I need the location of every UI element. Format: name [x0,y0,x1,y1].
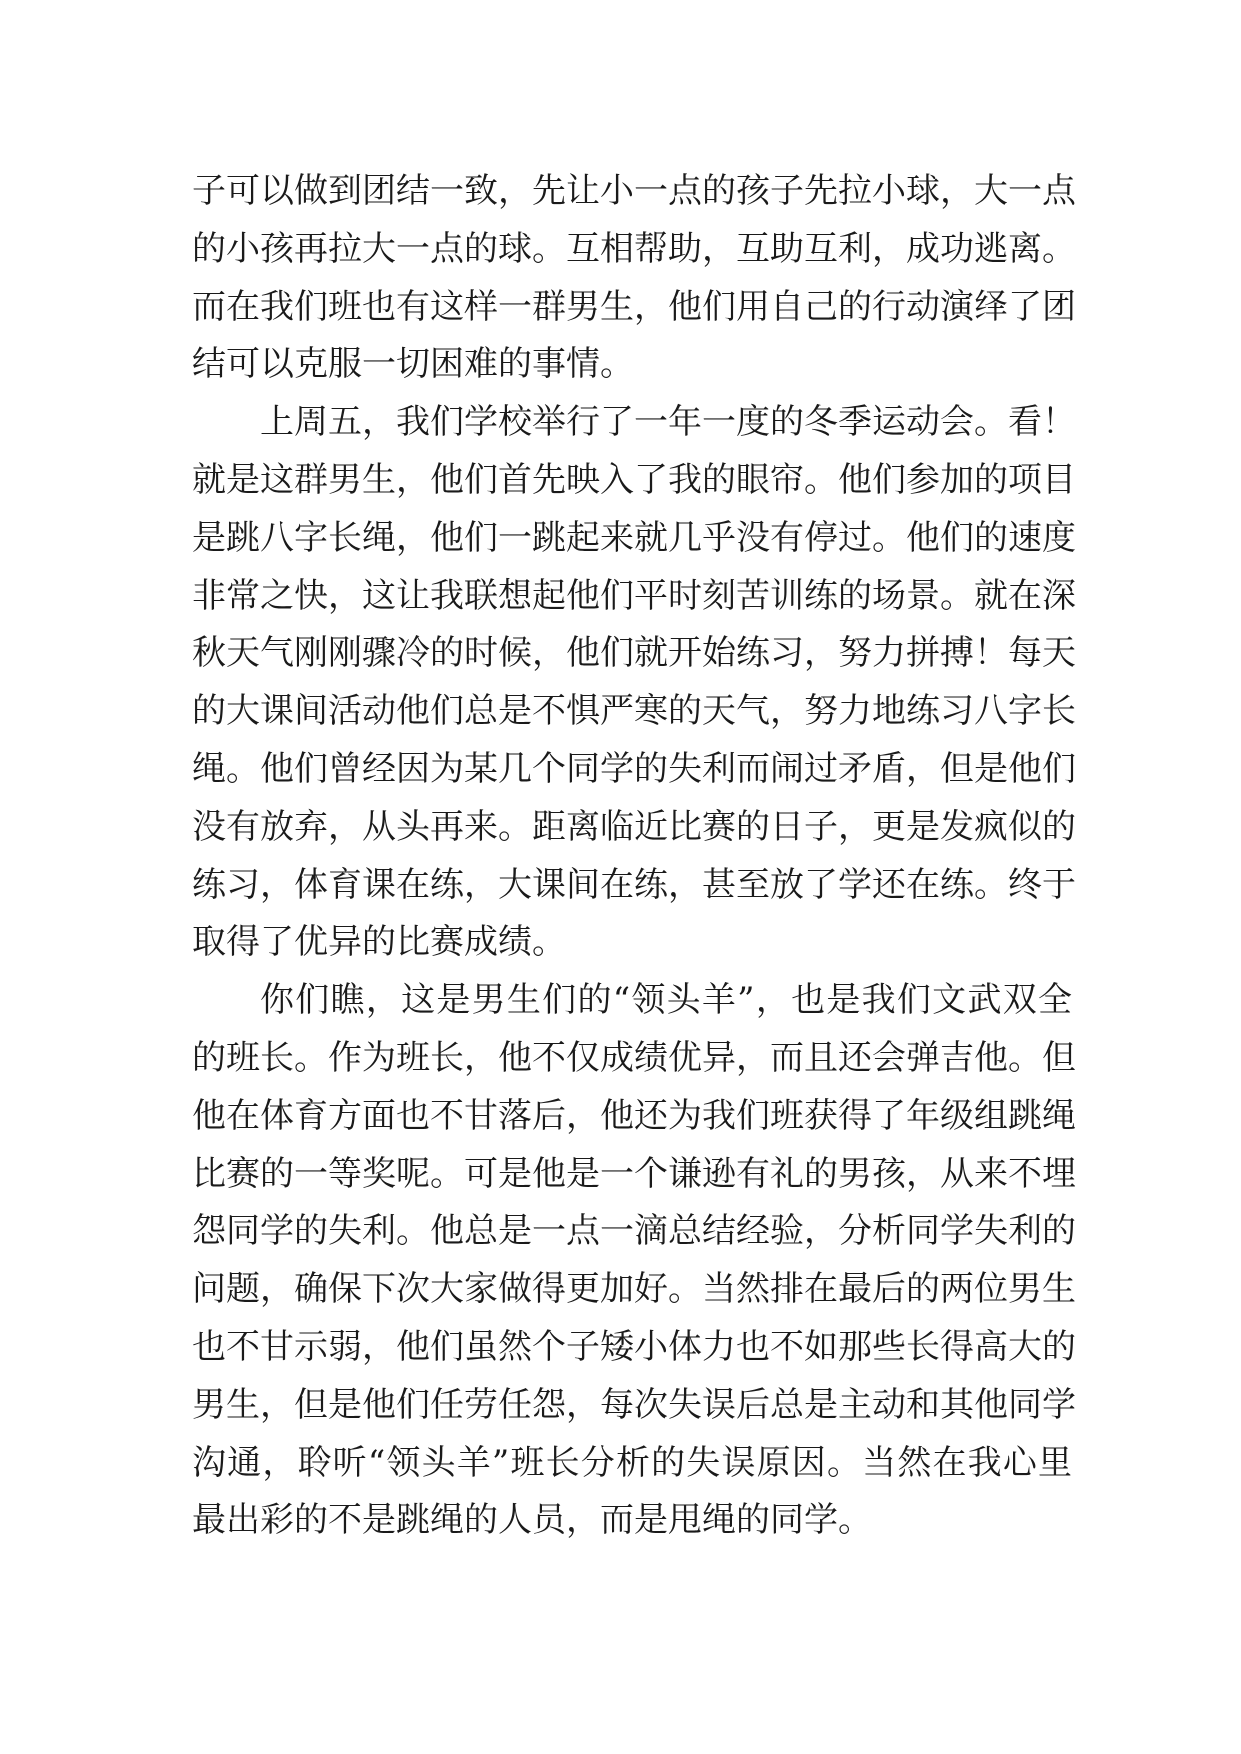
text-line: 秋天气刚刚骤冷的时候，他们就开始练习，努力拼搏！每天 [192,633,1076,674]
text-line: 是跳八字长绳，他们一跳起来就几乎没有停过。他们的速度 [192,517,1076,558]
text-line: 沟通，聆听“领头羊”班长分析的失误原因。当然在我心里 [192,1442,1072,1483]
text-line: 没有放弃，从头再来。距离临近比赛的日子，更是发疯似的 [192,806,1076,847]
text-line: 上周五，我们学校举行了一年一度的冬季运动会。看！ [260,402,1076,443]
text-line: 的大课间活动他们总是不惧严寒的天气，努力地练习八字长 [192,691,1076,732]
text-line: 绳。他们曾经因为某几个同学的失利而闹过矛盾，但是他们 [192,748,1076,789]
text-line: 练习，体育课在练，大课间在练，甚至放了学还在练。终于 [192,864,1076,905]
text-line: 结可以克服一切困难的事情。 [192,344,634,385]
text-line: 问题，确保下次大家做得更加好。当然排在最后的两位男生 [192,1269,1076,1310]
text-line: 的小孩再拉大一点的球。互相帮助，互助互利，成功逃离。 [192,228,1076,269]
text-line: 子可以做到团结一致，先让小一点的孩子先拉小球，大一点 [192,171,1076,211]
text-line: 的班长。作为班长，他不仅成绩优异，而且还会弹吉他。但 [192,1037,1076,1078]
body-text [192,163,1076,1550]
text-line: 而在我们班也有这样一群男生，他们用自己的行动演绎了团 [192,286,1076,327]
text-line: 他在体育方面也不甘落后，他还为我们班获得了年级组跳绳 [192,1095,1076,1136]
text-line: 取得了优异的比赛成绩。 [192,922,566,963]
text-line: 比赛的一等奖呢。可是他是一个谦逊有礼的男孩，从来不埋 [192,1153,1076,1194]
text-line: 就是这群男生，他们首先映入了我的眼帘。他们参加的项目 [192,459,1076,500]
text-line: 最出彩的不是跳绳的人员，而是甩绳的同学。 [192,1500,872,1541]
text-line: 怨同学的失利。他总是一点一滴总结经验，分析同学失利的 [192,1211,1076,1252]
text-line: 你们瞧，这是男生们的“领头羊”，也是我们文武双全 [260,980,1072,1021]
text-line: 也不甘示弱，他们虽然个子矮小体力也不如那些长得高大的 [192,1326,1076,1367]
text-line: 非常之快，这让我联想起他们平时刻苦训练的场景。就在深 [192,575,1076,616]
text-line: 男生，但是他们任劳任怨，每次失误后总是主动和其他同学 [192,1384,1076,1425]
